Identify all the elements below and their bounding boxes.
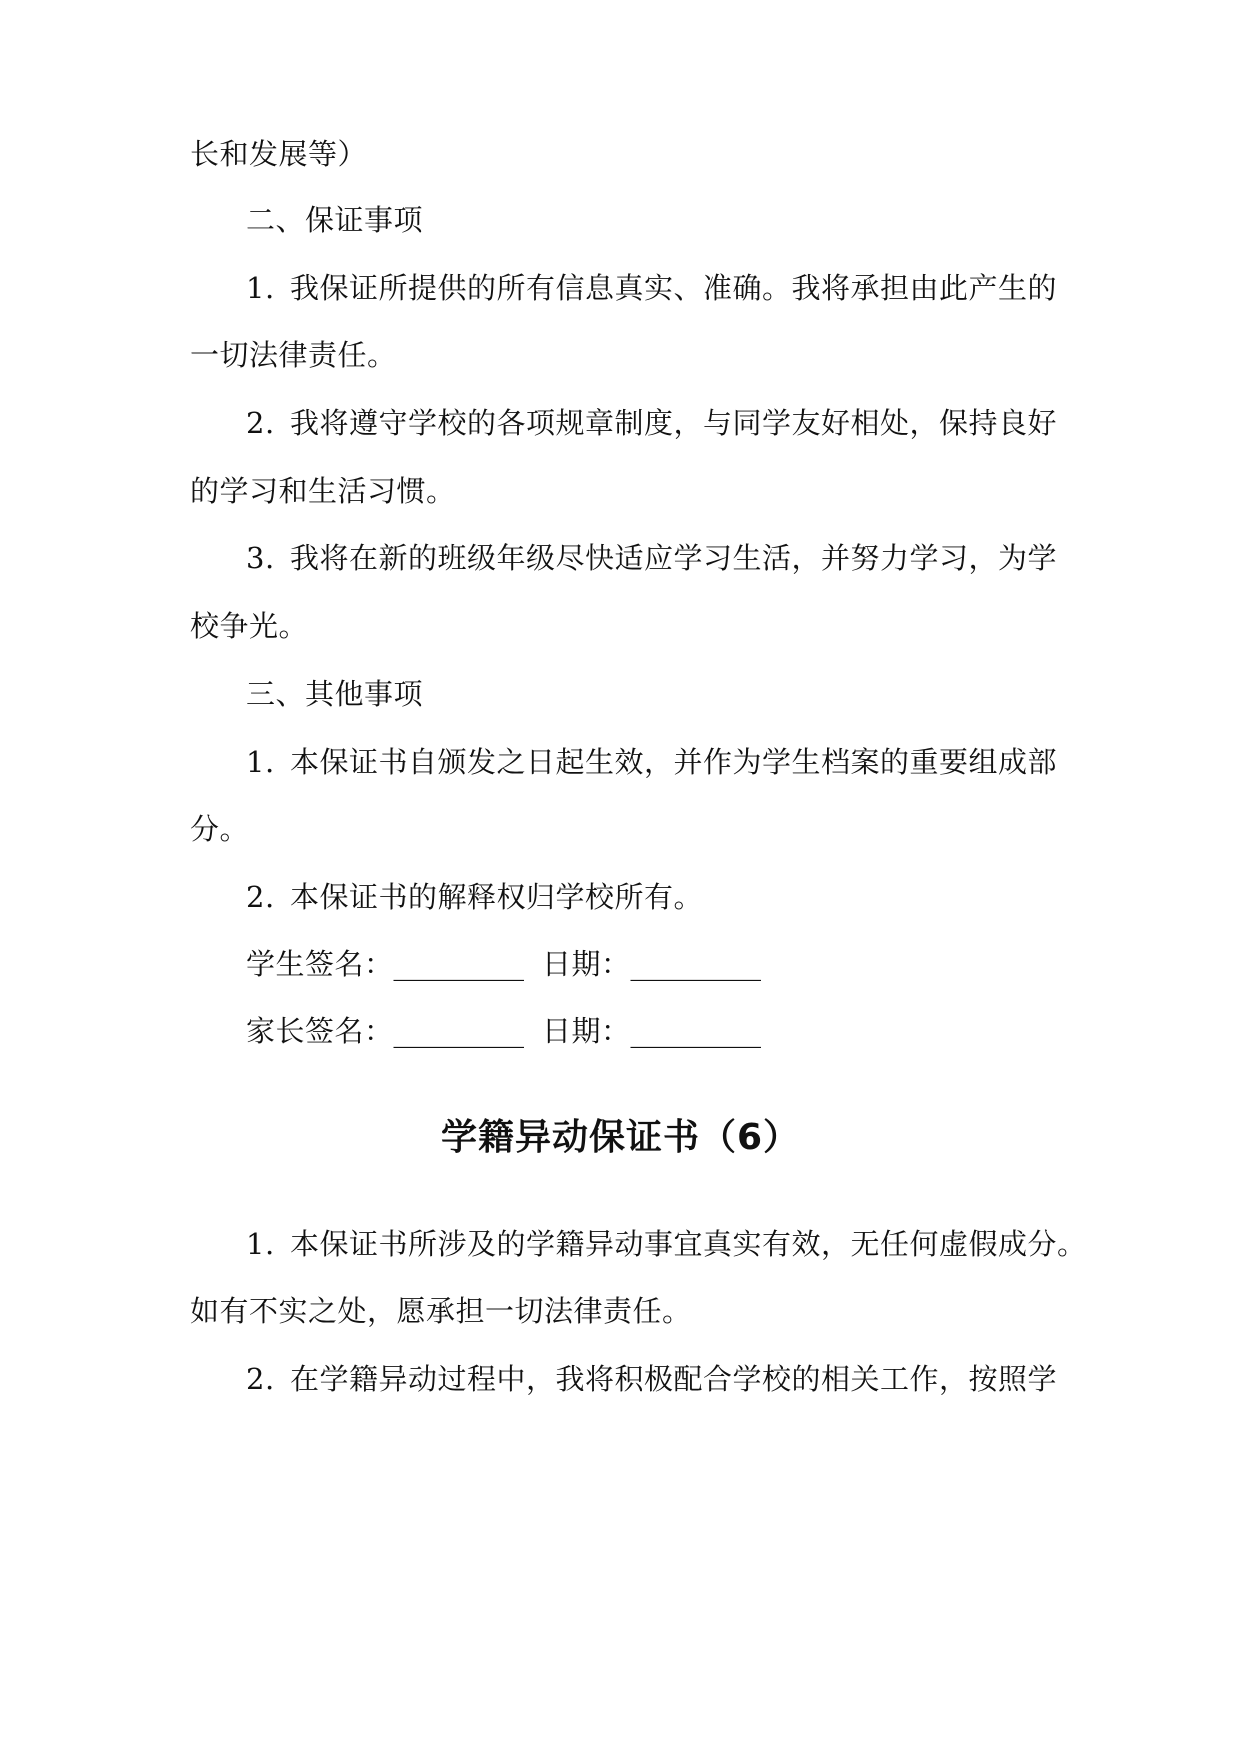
guarantee-item-1 [246, 270, 1057, 306]
item-text: 我将在新的班级年级尽快适应学习生活，并努力学习，为学 [290, 541, 1058, 575]
parent-signature-blank: _________ [393, 1014, 525, 1048]
item-number: 1. [246, 1227, 275, 1261]
item-number: 1. [246, 271, 275, 305]
parent-signature-row [246, 1013, 761, 1049]
section-heading-guarantees: 二、保证事项 [246, 203, 424, 237]
item-text: 在学籍异动过程中，我将积极配合学校的相关工作，按照学 [290, 1362, 1058, 1396]
guarantee-item-3-continuation: 校争光。 [190, 609, 309, 643]
date-blank: _________ [630, 947, 762, 981]
other-item-1-continuation: 分。 [190, 812, 250, 846]
section6-item-1 [246, 1226, 1087, 1262]
parent-signature-label: 家长签名： [246, 1014, 394, 1048]
item-text: 我保证所提供的所有信息真实、准确。我将承担由此产生的 [290, 271, 1058, 305]
item-text: 本保证书的解释权归学校所有。 [290, 880, 704, 914]
section6-item-2 [246, 1361, 1057, 1397]
other-item-1 [246, 744, 1057, 780]
item-text: 本保证书自颁发之日起生效，并作为学生档案的重要组成部 [290, 745, 1058, 779]
section6-item-1-continuation: 如有不实之处，愿承担一切法律责任。 [190, 1294, 692, 1328]
date-label: 日期： [542, 947, 631, 981]
item-number: 2. [246, 1362, 275, 1396]
section-title: 学籍异动保证书（6） [440, 1117, 801, 1158]
guarantee-item-1-continuation: 一切法律责任。 [190, 338, 397, 372]
guarantee-item-2-continuation: 的学习和生活习惯。 [190, 474, 456, 508]
section-heading-other: 三、其他事项 [246, 677, 424, 711]
guarantee-item-3 [246, 540, 1057, 576]
item-text: 我将遵守学校的各项规章制度，与同学友好相处，保持良好 [290, 406, 1058, 440]
student-signature-blank: _________ [393, 947, 525, 981]
other-item-2 [246, 879, 703, 915]
paragraph-continuation: 长和发展等） [190, 137, 368, 171]
item-number: 3. [246, 541, 275, 575]
item-number: 1. [246, 745, 275, 779]
item-number: 2. [246, 880, 275, 914]
student-signature-label: 学生签名： [246, 947, 394, 981]
guarantee-item-2 [246, 405, 1057, 441]
item-text: 本保证书所涉及的学籍异动事宜真实有效，无任何虚假成分。 [290, 1227, 1087, 1261]
item-number: 2. [246, 406, 275, 440]
date-blank: _________ [630, 1014, 762, 1048]
date-label: 日期： [542, 1014, 631, 1048]
student-signature-row [246, 946, 761, 982]
